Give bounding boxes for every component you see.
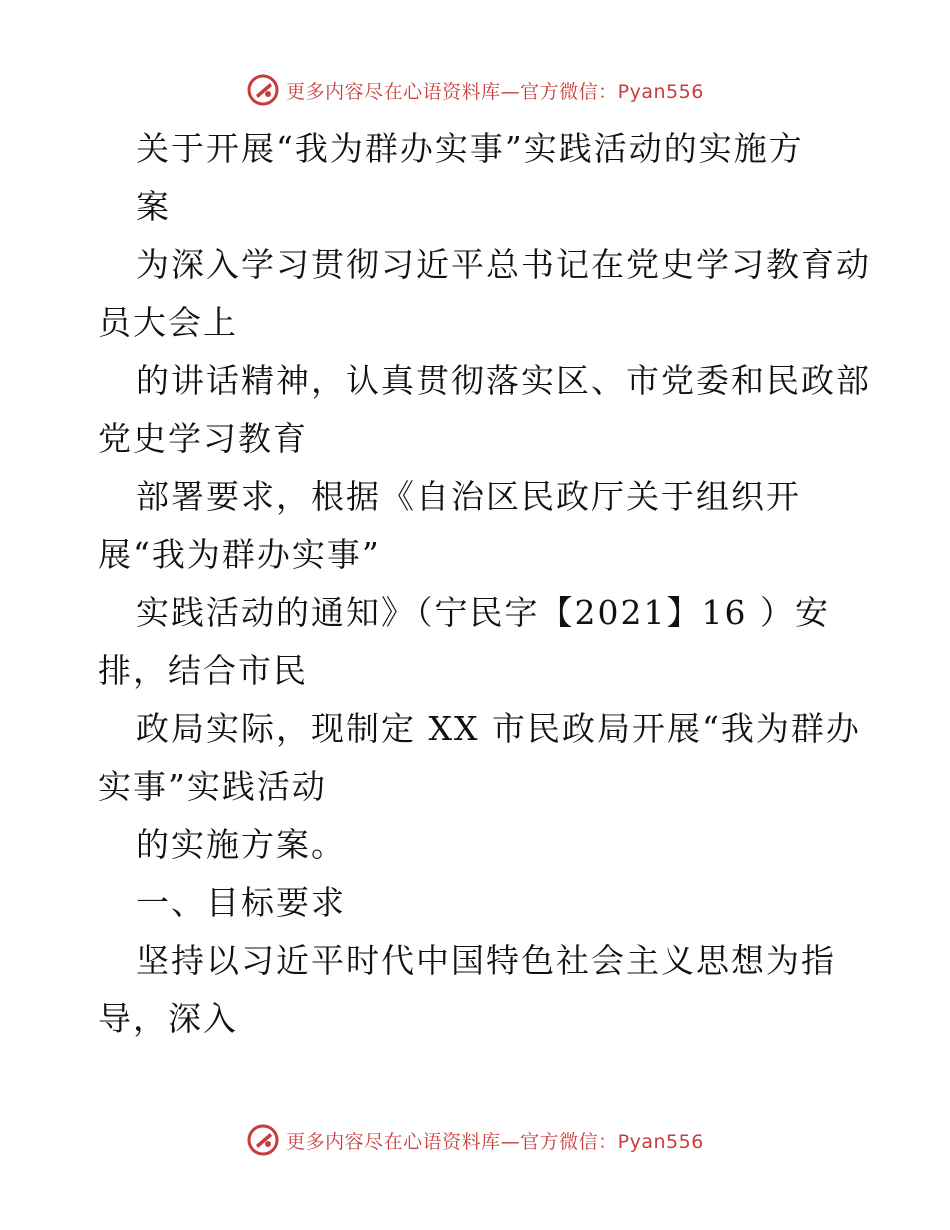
footer-watermark-banner	[0, 1120, 950, 1160]
brand-logo-icon	[246, 1123, 280, 1157]
document-line: 坚持以习近平时代中国特色社会主义思想为指	[136, 941, 836, 980]
document-line: 员大会上	[98, 303, 238, 342]
footer-watermark-text: 更多内容尽在心语资料库—官方微信：Pyan556	[286, 1130, 704, 1153]
document-line: 关于开展“我为群办实事”实践活动的实施方	[136, 129, 804, 168]
document-line: 的讲话精神，认真贯彻落实区、市党委和民政部	[136, 361, 871, 400]
document-line: 为深入学习贯彻习近平总书记在党史学习教育动	[136, 245, 871, 284]
document-line: 的实施方案。	[136, 825, 346, 864]
document-body	[98, 120, 878, 1048]
document-line: 政局实际，现制定 XX 市民政局开展“我为群办	[136, 709, 861, 748]
document-line: 党史学习教育	[98, 419, 308, 458]
document-line: 排，结合市民	[98, 651, 308, 690]
brand-logo-icon	[246, 73, 280, 107]
header-watermark-text: 更多内容尽在心语资料库—官方微信：Pyan556	[286, 80, 704, 103]
document-line: 案	[136, 187, 171, 226]
section-heading: 一、目标要求	[136, 883, 346, 922]
document-line: 实事”实践活动	[98, 767, 327, 806]
header-watermark-banner	[0, 70, 950, 110]
document-line: 导，深入	[98, 999, 238, 1038]
document-line: 实践活动的通知》（宁民字【2021】16 ）安	[136, 593, 830, 632]
document-line: 部署要求，根据《自治区民政厅关于组织开	[136, 477, 801, 516]
document-line: 展“我为群办实事”	[98, 535, 381, 574]
